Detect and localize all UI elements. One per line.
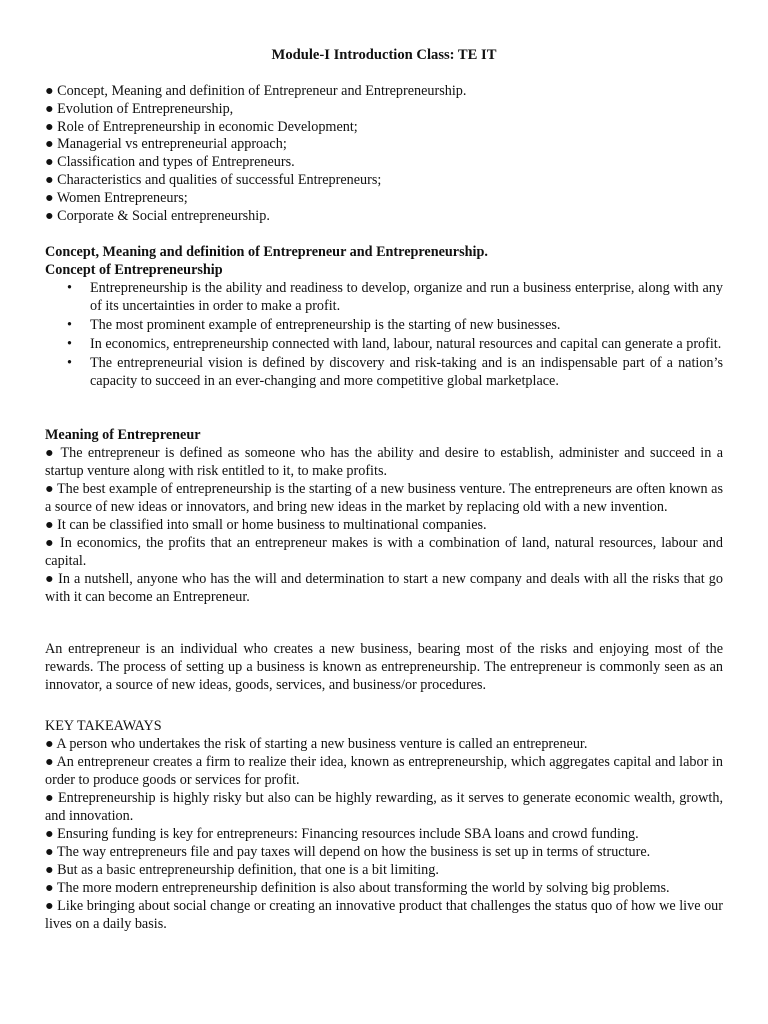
concept-bullet-list [45,279,723,390]
meaning-bullet: ● In a nutshell, anyone who has the will and determination to start a new company and deals with all the risks that go with it can become an Entrepreneur. [45,571,723,605]
outline-item: ● Classification and types of Entrepreneurs. [45,154,295,171]
outline-item: ● Characteristics and qualities of successful Entrepreneurs; [45,171,382,188]
concept-bullet: • The most prominent example of entrepreneurship is the starting of new businesses. [90,316,723,334]
entrepreneur-definition-paragraph: An entrepreneur is an individual who creates a new business, bearing most of the risks and enjoying most of the rewards. The process of setting up a business is known as entrepreneurship. The entrepreneur is commonly seen as an innovator, a source of new ideas, goods, services, and business/or procedures. [45,641,723,693]
meaning-bullet: ● In economics, the profits that an entrepreneur makes is with a combination of land, natural resources, labour and capital. [45,535,723,569]
concept-bullet: • The entrepreneurial vision is defined by discovery and risk-taking and is an indispensable part of a nation’s capacity to succeed in an ever-changing and more competitive global marketplace. [90,354,723,390]
takeaway-item: ● An entrepreneur creates a firm to realize their idea, known as entrepreneurship, which aggregates capital and labor in order to produce goods or services for profit. [45,754,723,788]
key-takeaways-heading: KEY TAKEAWAYS [45,718,162,734]
meaning-section [45,426,723,606]
meaning-bullet: ● The best example of entrepreneurship is the starting of a new business venture. The entrepreneurs are often known as a source of new ideas or innovators, and bring new ideas in the market by replacing old with a new invention. [45,481,723,515]
concept-heading: Concept, Meaning and definition of Entrepreneur and Entrepreneurship. [45,244,488,260]
outline-item: ● Corporate & Social entrepreneurship. [45,207,270,224]
takeaway-item: ● A person who undertakes the risk of starting a new business venture is called an entrepreneur. [45,736,588,752]
takeaway-item: ● Entrepreneurship is highly risky but also can be highly rewarding, as it serves to generate economic wealth, growth, and innovation. [45,790,723,824]
outline-item: ● Women Entrepreneurs; [45,189,188,206]
concept-bullet: • In economics, entrepreneurship connected with land, labour, natural resources and capital can generate a profit. [90,335,723,353]
document-title: Module-I Introduction Class: TE IT [271,47,497,63]
concept-section [45,243,723,391]
takeaway-item: ● But as a basic entrepreneurship definition, that one is a bit limiting. [45,862,439,878]
outline-item: ● Managerial vs entrepreneurial approach; [45,136,287,153]
meaning-bullet: ● It can be classified into small or home business to multinational companies. [45,517,487,533]
meaning-bullet: ● The entrepreneur is defined as someone who has the ability and desire to establish, administer and succeed in a startup venture along with risk entitled to it, to make profits. [45,445,723,479]
meaning-heading: Meaning of Entrepreneur [45,427,201,443]
topic-outline [45,82,735,224]
takeaway-item: ● Ensuring funding is key for entrepreneurs: Financing resources include SBA loans and crowd funding. [45,826,639,842]
takeaway-item: ● The more modern entrepreneurship definition is also about transforming the world by solving big problems. [45,880,670,896]
key-takeaways-section [45,717,723,933]
outline-item: ● Evolution of Entrepreneurship, [45,100,234,117]
takeaway-item: ● Like bringing about social change or creating an innovative product that challenges the status quo of how we live our lives on a daily basis. [45,898,723,932]
takeaway-item: ● The way entrepreneurs file and pay taxes will depend on how the business is set up in terms of structure. [45,844,651,860]
outline-item: ● Concept, Meaning and definition of Entrepreneur and Entrepreneurship. [45,83,467,99]
outline-item: ● Role of Entrepreneurship in economic Development; [45,118,358,135]
concept-subheading: Concept of Entrepreneurship [45,262,223,278]
concept-bullet: • Entrepreneurship is the ability and readiness to develop, organize and run a business enterprise, along with any of its uncertainties in order to make a profit. [90,279,723,315]
